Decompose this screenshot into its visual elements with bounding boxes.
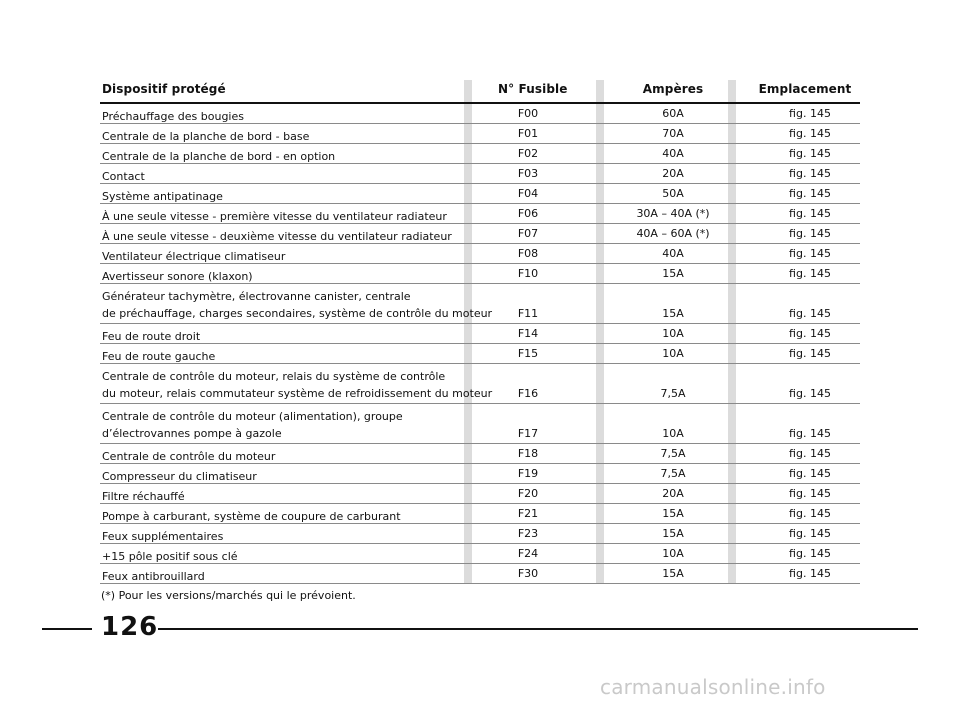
fuse-cell: F16 (517, 387, 539, 400)
location-cell: fig. 145 (789, 327, 831, 340)
fuse-cell: F03 (517, 167, 539, 180)
table-header (100, 80, 860, 104)
header-device: Dispositif protégé (102, 82, 226, 96)
amps-cell: 10A (662, 547, 684, 560)
device-cell: Filtre réchauffé (102, 490, 185, 503)
fuse-cell: F20 (517, 487, 539, 500)
amps-cell: 70A (662, 127, 684, 140)
fuse-cell: F17 (517, 427, 539, 440)
header-amps: Ampères (642, 82, 704, 96)
location-cell: fig. 145 (789, 127, 831, 140)
location-cell: fig. 145 (789, 167, 831, 180)
device-cell: Feux supplémentaires (102, 530, 224, 543)
amps-cell: 10A (662, 327, 684, 340)
location-cell: fig. 145 (789, 187, 831, 200)
table-row (100, 164, 860, 184)
location-cell: fig. 145 (789, 467, 831, 480)
device-cell: Pompe à carburant, système de coupure de carburant (102, 510, 401, 523)
table-row (100, 244, 860, 264)
amps-cell: 7,5A (660, 467, 686, 480)
table-row (100, 404, 860, 444)
table-row (100, 124, 860, 144)
table-row (100, 224, 860, 244)
table-row (100, 444, 860, 464)
footnote: (*) Pour les versions/marchés qui le prévoient. (101, 589, 356, 602)
amps-cell: 10A (662, 347, 684, 360)
location-cell: fig. 145 (789, 447, 831, 460)
amps-cell: 20A (662, 487, 684, 500)
fuse-cell: F08 (517, 247, 539, 260)
location-cell: fig. 145 (789, 147, 831, 160)
location-cell: fig. 145 (789, 547, 831, 560)
table-row (100, 324, 860, 344)
location-cell: fig. 145 (789, 347, 831, 360)
table-row (100, 464, 860, 484)
device-cell: Centrale de contrôle du moteur, relais du système de contrôle du moteur, relais commutateur système de refroidissement du moteur (102, 370, 493, 400)
amps-cell: 7,5A (660, 447, 686, 460)
table-row (100, 284, 860, 324)
device-cell: À une seule vitesse - deuxième vitesse du ventilateur radiateur (102, 230, 452, 243)
location-cell: fig. 145 (789, 427, 831, 440)
table-row (100, 344, 860, 364)
location-cell: fig. 145 (789, 267, 831, 280)
amps-cell: 50A (662, 187, 684, 200)
amps-cell: 40A (662, 147, 684, 160)
table-row (100, 104, 860, 124)
amps-cell: 15A (662, 267, 684, 280)
fuse-cell: F19 (517, 467, 539, 480)
fuse-cell: F00 (517, 107, 539, 120)
amps-cell: 10A (662, 427, 684, 440)
device-cell: Feu de route gauche (102, 350, 216, 363)
location-cell: fig. 145 (789, 207, 831, 220)
device-cell: Feux antibrouillard (102, 570, 205, 583)
table-row (100, 524, 860, 544)
location-cell: fig. 145 (789, 567, 831, 580)
fuse-cell: F04 (517, 187, 539, 200)
fuse-cell: F02 (517, 147, 539, 160)
header-fuse: N° Fusible (498, 82, 568, 96)
fuse-cell: F14 (517, 327, 539, 340)
fuse-cell: F24 (517, 547, 539, 560)
table-row (100, 544, 860, 564)
table-row (100, 564, 860, 584)
amps-cell: 15A (662, 307, 684, 320)
fuse-cell: F11 (517, 307, 539, 320)
page-number: 126 (101, 612, 159, 642)
page-rule-left (42, 628, 92, 630)
table-row (100, 364, 860, 404)
amps-cell: 7,5A (660, 387, 686, 400)
device-cell: Feu de route droit (102, 330, 201, 343)
amps-cell: 40A (662, 247, 684, 260)
fuse-cell: F23 (517, 527, 539, 540)
location-cell: fig. 145 (789, 387, 831, 400)
watermark: carmanualsonline.info (600, 675, 826, 699)
device-cell: Contact (102, 170, 145, 183)
location-cell: fig. 145 (789, 227, 831, 240)
fuse-table-body (100, 104, 860, 584)
fuse-cell: F15 (517, 347, 539, 360)
table-row (100, 144, 860, 164)
fuse-cell: F06 (517, 207, 539, 220)
fuse-cell: F30 (517, 567, 539, 580)
table-row (100, 204, 860, 224)
fuse-cell: F18 (517, 447, 539, 460)
device-cell: Centrale de la planche de bord - en option (102, 150, 336, 163)
device-cell: À une seule vitesse - première vitesse du ventilateur radiateur (102, 210, 447, 223)
device-cell: Centrale de la planche de bord - base (102, 130, 310, 143)
header-location: Emplacement (758, 82, 852, 96)
device-cell: Système antipatinage (102, 190, 223, 203)
location-cell: fig. 145 (789, 107, 831, 120)
device-cell: Centrale de contrôle du moteur (102, 450, 276, 463)
table-row (100, 484, 860, 504)
location-cell: fig. 145 (789, 307, 831, 320)
amps-cell: 40A – 60A (*) (636, 227, 710, 240)
device-cell: Avertisseur sonore (klaxon) (102, 270, 253, 283)
amps-cell: 20A (662, 167, 684, 180)
device-cell: Centrale de contrôle du moteur (alimentation), groupe d’électrovannes pompe à gazole (102, 410, 403, 440)
page-rule-right (158, 628, 918, 630)
amps-cell: 15A (662, 527, 684, 540)
location-cell: fig. 145 (789, 247, 831, 260)
device-cell: Ventilateur électrique climatiseur (102, 250, 286, 263)
amps-cell: 15A (662, 507, 684, 520)
device-cell: Préchauffage des bougies (102, 110, 244, 123)
location-cell: fig. 145 (789, 527, 831, 540)
device-cell: Générateur tachymètre, électrovanne canister, centrale de préchauffage, charges secondaires, système de contrôle du moteur (102, 290, 493, 320)
device-cell: Compresseur du climatiseur (102, 470, 257, 483)
fuse-cell: F07 (517, 227, 539, 240)
table-row (100, 504, 860, 524)
fuse-cell: F21 (517, 507, 539, 520)
fuse-cell: F10 (517, 267, 539, 280)
amps-cell: 15A (662, 567, 684, 580)
location-cell: fig. 145 (789, 487, 831, 500)
amps-cell: 60A (662, 107, 684, 120)
table-row (100, 184, 860, 204)
location-cell: fig. 145 (789, 507, 831, 520)
table-row (100, 264, 860, 284)
device-cell: +15 pôle positif sous clé (102, 550, 238, 563)
amps-cell: 30A – 40A (*) (636, 207, 710, 220)
fuse-cell: F01 (517, 127, 539, 140)
